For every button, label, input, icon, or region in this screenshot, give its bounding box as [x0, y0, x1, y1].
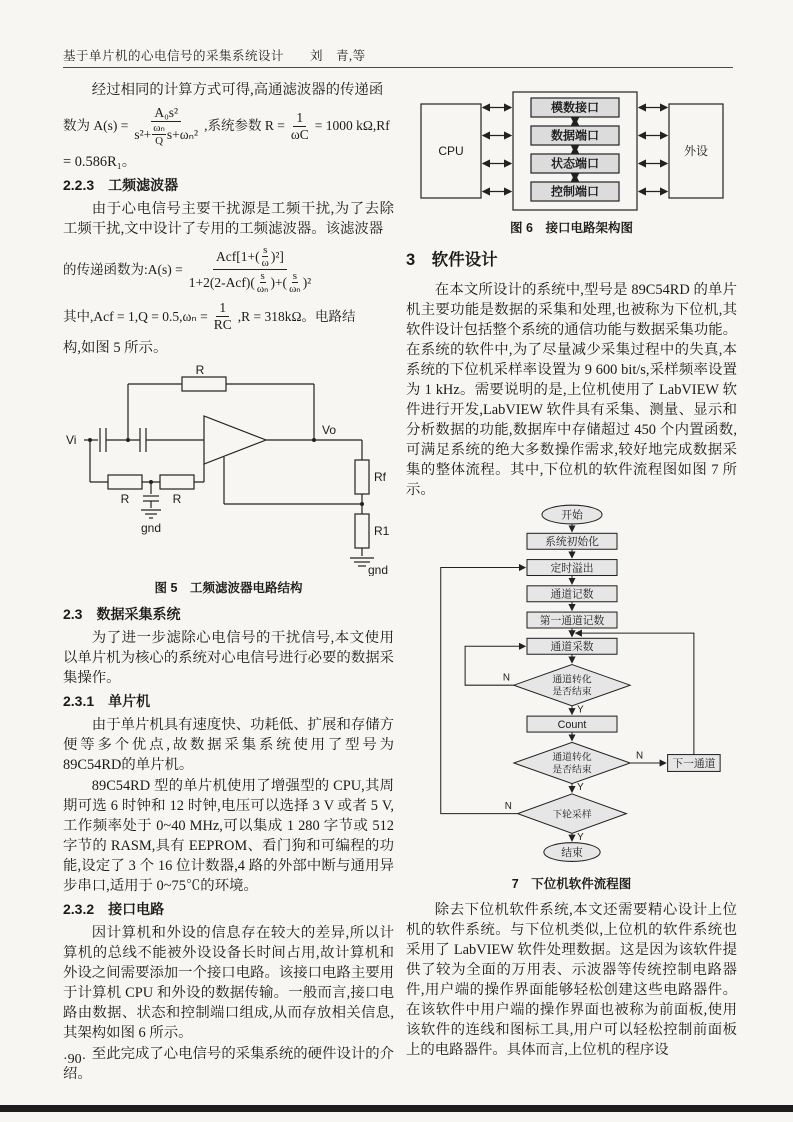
- fraction: [186, 244, 315, 295]
- fraction: [152, 122, 166, 147]
- section-heading-2-3-1: 2.3.1 单片机: [63, 693, 151, 709]
- figure-7-flowchart: [406, 504, 737, 872]
- port-data-label: 数据端口: [550, 128, 599, 143]
- feedback-resistor-label: R: [195, 363, 204, 377]
- formula-highpass: [63, 105, 394, 147]
- port-status-label: 状态端口: [550, 156, 599, 171]
- formula-text: )+(: [270, 274, 288, 290]
- section-heading-2-2-3: 2.2.3 工频滤波器: [63, 177, 179, 193]
- running-header: 基于单片机的心电信号的采集系统设计 刘 青,等: [63, 49, 366, 63]
- page-number: ·90·: [63, 1052, 87, 1067]
- rf-label: Rf: [373, 470, 386, 484]
- figure-5-caption: 图 5 工频滤波器电路结构: [154, 581, 303, 595]
- figure-7-caption: 7 下位机软件流程图: [511, 877, 632, 891]
- node-init: 系统初始化: [544, 536, 599, 549]
- formula-text: 的传递函数为:A(s) =: [63, 261, 183, 277]
- ground-bottom-label: gnd: [367, 563, 388, 576]
- node-next-channel: 下一通道: [671, 758, 715, 771]
- section-heading-2-3-2: 2.3.2 接口电路: [63, 901, 165, 917]
- figure-6-block-diagram: [406, 84, 737, 216]
- node-channel-count: 通道记数: [549, 588, 594, 601]
- decision-3: 下轮采样: [551, 809, 592, 821]
- vin-label: Vi: [65, 433, 76, 447]
- branch-label-y1: Y: [576, 704, 584, 716]
- paragraph-software-2: 除去下位机软件系统,本文还需要精心设计上位机的软件系统。与下位机类似,上位机的软件系统也采用了 LabVIEW 软件处理数据。这是因为该软件提供了较为全面的万用表、示波器等传统控制电路器件,用户端的操作界面能够轻松创建这些电路器件。在该软件中用户端的操作界面也被称为前面板,使用该软件的连线和图标工具,用户可以轻松控制前面板上的电路器件。具体而言,上位机的程序设: [406, 902, 737, 1058]
- paragraph-daq: 为了进一步滤除心电信号的干扰信号,本文使用以单片机为核心的系统对心电信号进行必要的数据采集操作。: [63, 630, 394, 686]
- decision-2-line-2: 是否结束: [551, 764, 592, 776]
- paragraph-notch-intro: 由于心电信号主要干扰源是工频干扰,为了去除工频干扰,文中设计了专用的工频滤波器。该滤波器: [63, 201, 394, 237]
- decision-1-line-2: 是否结束: [551, 686, 592, 698]
- software-flowchart: [422, 504, 722, 872]
- branch-label-y3: Y: [576, 831, 584, 843]
- port-analog-label: 模数接口: [550, 100, 599, 115]
- fraction-denominator: Q: [155, 135, 164, 147]
- interface-architecture-diagram: [407, 84, 737, 216]
- formula-text: ,R = 318kΩ。电路结: [237, 308, 356, 324]
- vout-label: Vo: [321, 423, 336, 437]
- fraction-denominator: ωₙ: [289, 283, 301, 295]
- scan-bottom-edge: [0, 1105, 793, 1112]
- fraction-numerator: s: [292, 270, 298, 282]
- formula-text: 1+2(2-Acf)(: [188, 274, 255, 290]
- fraction-numerator: [213, 244, 287, 270]
- fraction-numerator: 1: [216, 300, 229, 317]
- section-heading-3: 3 软件设计: [406, 251, 498, 269]
- fraction: [131, 105, 201, 147]
- resistor-left-label: R: [120, 492, 129, 506]
- branch-label-n1: N: [502, 672, 510, 684]
- ground-mid-label: gnd: [140, 521, 161, 535]
- paragraph-interface: 因计算机和外设的信息存在较大的差异,所以计算机的总线不能被外设设备长时间占用,故计算机和外设之间需要添加一个接口电路。该接口电路主要用于计算机 CPU 和外设的数据传输。一般而言,接口电路由数据、状态和控制端口组成,从而存放相关信息,其架构如图 6 所示。: [63, 925, 394, 1041]
- formula-text: = 1000 kΩ,Rf: [314, 118, 390, 133]
- formula-notch: [63, 244, 394, 295]
- node-channel-sample: 通道采数: [549, 641, 594, 654]
- fraction-denominator: RC: [213, 317, 232, 332]
- formula-parameters-continuation: 构,如图 5 所示。: [63, 340, 168, 356]
- formula-text: 其中,Acf = 1,Q = 0.5,ωₙ =: [63, 308, 208, 324]
- circuit-wires: [84, 377, 374, 566]
- peripheral-block-label: 外设: [683, 144, 708, 158]
- formula-continuation: = 0.586R₁。: [63, 154, 137, 170]
- formula-parameters: [63, 300, 394, 333]
- branch-label-n3: N: [504, 800, 512, 812]
- paragraph-mcu-1: 由于单片机具有速度快、功耗低、扩展和存储方便等多个优点,故数据采集系统使用了型号为89C54RD的单片机。: [63, 717, 395, 773]
- branch-label-y2: Y: [576, 782, 584, 794]
- formula-text: )²: [302, 274, 312, 290]
- fraction-numerator: A₀s²: [151, 105, 181, 122]
- paragraph-mcu-2: 89C54RD 型的单片机使用了增强型的 CPU,其周期可选 6 时钟和 12 时钟,电压可以选择 3 V 或者 5 V,工作频率处于 0~40 MHz,可以集成 1 280 字节或 512 字节的 RASM,具有 EEPROM、看门狗和可编程的功能,设定了 3 个 16 位计数器,4 路的外部中断与通用异步串口,适用于 0~75℃的环境。: [63, 778, 394, 894]
- fraction: [261, 244, 270, 269]
- notch-filter-circuit-diagram: [64, 362, 394, 576]
- resistor-right-label: R: [172, 492, 181, 506]
- fraction-denominator: ωₙ: [256, 283, 269, 295]
- paragraph-hardware-done: 至此完成了心电信号的采集系统的硬件设计的介绍。: [63, 1046, 395, 1082]
- formula-text: 数为 A(s) =: [63, 118, 129, 133]
- flowchart-shapes: [513, 505, 719, 861]
- node-count: Count: [557, 718, 586, 731]
- fraction-denominator: [186, 270, 315, 295]
- fraction-denominator: [131, 122, 201, 147]
- formula-text: ,系统参数 R =: [204, 118, 285, 133]
- formula-text: s+ωₙ²: [166, 126, 199, 142]
- fraction-numerator: ωₙ: [153, 122, 165, 134]
- fraction: [256, 270, 270, 295]
- paragraph-highpass-intro: 经过相同的计算方式可得,高通滤波器的传递函: [91, 82, 384, 98]
- node-timer-overflow: 定时溢出: [549, 562, 594, 575]
- fraction-numerator: s: [263, 244, 268, 256]
- right-column: [406, 80, 737, 1061]
- fraction: [288, 270, 302, 295]
- r1-label: R1: [373, 524, 389, 538]
- left-column: [63, 80, 394, 1085]
- formula-text: )²]: [270, 248, 284, 264]
- decision-2-line-1: 通道转化: [551, 752, 592, 764]
- figure-6-caption: 图 6 接口电路架构图: [510, 221, 633, 235]
- fraction-denominator: ωC: [290, 126, 309, 142]
- formula-text: Acf[1+(: [216, 248, 260, 264]
- section-heading-2-3: 2.3 数据采集系统: [63, 606, 181, 622]
- formula-text: s²+: [134, 126, 152, 142]
- paragraph-software-1: 在本文所设计的系统中,型号是 89C54RD 的单片机主要功能是数据的采集和处理,也被称为下位机,其软件设计包括整个系统的通信功能与数据采集功能。在系统的软件中,为了尽量减少采集过程中的失真,本系统的下位机采样率设置为 9 600 bit/s,采样频率设置为 1 kHz。需要说明的是,上位机使用了 LabVIEW 软件进行开发,LabVIEW 软件具有采集、测量、显示和分析数据的功能,数据库中存储超过 450 个内置函数,可满足系统的绝大多数操作需求,较好地完成数据采集的整体流程。其中,下位机的软件流程图如图 7 所示。: [406, 282, 737, 498]
- header-rule: [63, 67, 733, 68]
- fraction-denominator: ω: [261, 257, 269, 269]
- fraction-numerator: 1: [293, 110, 306, 127]
- node-end: 结束: [560, 846, 583, 859]
- port-control-label: 控制端口: [550, 184, 599, 199]
- cpu-block-label: CPU: [437, 144, 464, 158]
- branch-label-n2: N: [635, 750, 643, 762]
- circuit-labels: [66, 363, 390, 576]
- node-start: 开始: [560, 509, 583, 522]
- fig6-arrows: [483, 108, 667, 192]
- decision-1-line-1: 通道转化: [551, 674, 592, 686]
- fraction-numerator: s: [260, 270, 265, 282]
- fraction: [288, 110, 312, 143]
- node-first-channel: 第一通道记数: [539, 614, 604, 627]
- fraction: [211, 300, 235, 333]
- figure-5-circuit: [63, 362, 394, 576]
